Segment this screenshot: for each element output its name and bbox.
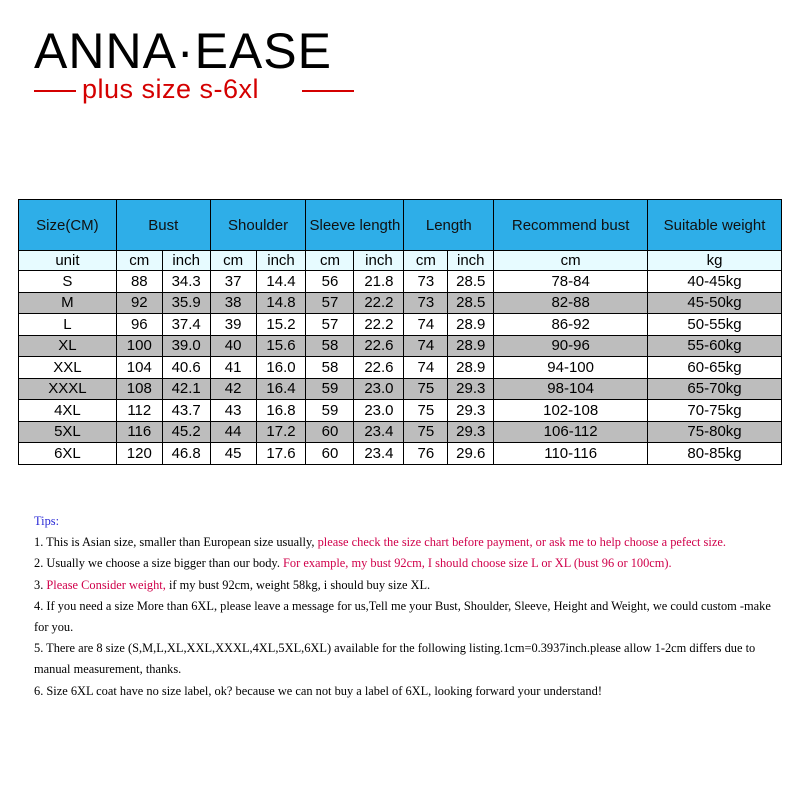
unit-cell: cm [210, 251, 256, 271]
table-cell: 37.4 [162, 314, 210, 336]
size-label-cell: L [19, 314, 117, 336]
table-body [19, 271, 782, 465]
header-size: Size(CM) [19, 200, 117, 251]
subtitle-line-right [302, 90, 354, 92]
table-cell: 40 [210, 335, 256, 357]
table-cell: 14.8 [256, 292, 306, 314]
table-cell: 15.6 [256, 335, 306, 357]
table-cell: 112 [116, 400, 162, 422]
table-row [19, 443, 782, 465]
unit-cell: cm [116, 251, 162, 271]
table-cell: 21.8 [354, 271, 404, 293]
table-cell: 28.5 [448, 271, 494, 293]
header-shoulder: Shoulder [210, 200, 306, 251]
table-cell: 39.0 [162, 335, 210, 357]
table-cell: 58 [306, 335, 354, 357]
header-bust: Bust [116, 200, 210, 251]
table-cell: 75 [404, 421, 448, 443]
table-cell: 94-100 [494, 357, 648, 379]
table-cell: 35.9 [162, 292, 210, 314]
table-row [19, 335, 782, 357]
table-cell: 39 [210, 314, 256, 336]
table-cell: 96 [116, 314, 162, 336]
tip-3-highlight: Please Consider weight, [46, 577, 166, 592]
unit-cell: inch [162, 251, 210, 271]
table-cell: 44 [210, 421, 256, 443]
table-cell: 80-85kg [648, 443, 782, 465]
table-cell: 22.6 [354, 335, 404, 357]
table-cell: 60 [306, 443, 354, 465]
table-cell: 78-84 [494, 271, 648, 293]
tip-3-text: if my bust 92cm, weight 58kg, i should buy size XL. [168, 577, 431, 592]
table-cell: 100 [116, 335, 162, 357]
header-recommend-bust: Recommend bust [494, 200, 648, 251]
size-label-cell: 5XL [19, 421, 117, 443]
table-cell: 40.6 [162, 357, 210, 379]
tip-2 [34, 553, 784, 574]
table-cell: 88 [116, 271, 162, 293]
subtitle-line-left [34, 90, 76, 92]
table-cell: 17.2 [256, 421, 306, 443]
tip-3-prefix: 3. [34, 577, 44, 592]
table-row [19, 400, 782, 422]
table-cell: 45.2 [162, 421, 210, 443]
tip-3 [34, 575, 784, 596]
tip-1 [34, 532, 784, 553]
table-cell: 22.2 [354, 314, 404, 336]
size-label-cell: M [19, 292, 117, 314]
tips-section [34, 511, 784, 702]
tip-4: 4. If you need a size More than 6XL, please leave a message for us,Tell me your Bust, Shoulder, Sleeve, Height and Weight, we could custom -make for you. [34, 598, 771, 635]
brand-subtitle-row [34, 74, 364, 108]
unit-cell: kg [648, 251, 782, 271]
tips-title: Tips: [34, 514, 60, 528]
table-cell: 73 [404, 292, 448, 314]
header-sleeve-length: Sleeve length [306, 200, 404, 251]
table-cell: 40-45kg [648, 271, 782, 293]
table-cell: 90-96 [494, 335, 648, 357]
table-cell: 57 [306, 314, 354, 336]
table-cell: 102-108 [494, 400, 648, 422]
table-cell: 75 [404, 400, 448, 422]
table-row [19, 421, 782, 443]
tip-1-highlight: please check the size chart before payment, or ask me to help choose a pefect size. [317, 535, 726, 550]
table-row [19, 378, 782, 400]
table-cell: 56 [306, 271, 354, 293]
table-units-row [19, 251, 782, 271]
table-cell: 42.1 [162, 378, 210, 400]
table-cell: 82-88 [494, 292, 648, 314]
size-label-cell: XXXL [19, 378, 117, 400]
tip-6: 6. Size 6XL coat have no size label, ok? because we can not buy a label of 6XL, looking forward your understand! [34, 683, 602, 698]
table-header-row [19, 200, 782, 251]
table-cell: 86-92 [494, 314, 648, 336]
table-cell: 29.3 [448, 400, 494, 422]
table-cell: 23.0 [354, 400, 404, 422]
table-cell: 29.3 [448, 378, 494, 400]
tip-5: 5. There are 8 size (S,M,L,XL,XXL,XXXL,4XL,5XL,6XL) available for the following listing.1cm=0.3937inch.please allow 1-2cm differs due to manual measurement, thanks. [34, 641, 756, 677]
table-cell: 17.6 [256, 443, 306, 465]
table-cell: 60-65kg [648, 357, 782, 379]
table-cell: 120 [116, 443, 162, 465]
brand-header [34, 22, 374, 108]
table-cell: 110-116 [494, 443, 648, 465]
table-cell: 22.6 [354, 357, 404, 379]
table-cell: 43 [210, 400, 256, 422]
table-row [19, 292, 782, 314]
unit-cell: inch [354, 251, 404, 271]
size-label-cell: XXL [19, 357, 117, 379]
table-row [19, 271, 782, 293]
size-label-cell: 6XL [19, 443, 117, 465]
table-cell: 16.0 [256, 357, 306, 379]
table-cell: 28.5 [448, 292, 494, 314]
table-cell: 29.6 [448, 443, 494, 465]
size-label-cell: XL [19, 335, 117, 357]
table-cell: 59 [306, 378, 354, 400]
table-cell: 37 [210, 271, 256, 293]
table-cell: 42 [210, 378, 256, 400]
table-cell: 104 [116, 357, 162, 379]
table-cell: 65-70kg [648, 378, 782, 400]
table-cell: 43.7 [162, 400, 210, 422]
table-cell: 74 [404, 335, 448, 357]
table-cell: 46.8 [162, 443, 210, 465]
brand-subtitle: plus size s-6xl [82, 74, 260, 104]
table-cell: 38 [210, 292, 256, 314]
unit-cell: inch [256, 251, 306, 271]
table-cell: 45-50kg [648, 292, 782, 314]
unit-cell: unit [19, 251, 117, 271]
table-cell: 76 [404, 443, 448, 465]
table-cell: 74 [404, 314, 448, 336]
table-cell: 45 [210, 443, 256, 465]
table-cell: 70-75kg [648, 400, 782, 422]
table-cell: 14.4 [256, 271, 306, 293]
table-row [19, 357, 782, 379]
table-cell: 16.8 [256, 400, 306, 422]
table-cell: 16.4 [256, 378, 306, 400]
table-cell: 59 [306, 400, 354, 422]
tip-2-text: 2. Usually we choose a size bigger than our body. [34, 556, 280, 571]
table-cell: 34.3 [162, 271, 210, 293]
table-cell: 60 [306, 421, 354, 443]
table-cell: 15.2 [256, 314, 306, 336]
size-chart-table [18, 199, 782, 465]
size-label-cell: S [19, 271, 117, 293]
table-cell: 28.9 [448, 335, 494, 357]
header-suitable-weight: Suitable weight [648, 200, 782, 251]
table-cell: 116 [116, 421, 162, 443]
tip-1-text: 1. This is Asian size, smaller than European size usually, [34, 535, 315, 550]
table-cell: 74 [404, 357, 448, 379]
unit-cell: inch [448, 251, 494, 271]
tip-2-highlight: For example, my bust 92cm, I should choose size L or XL (bust 96 or 100cm). [283, 556, 672, 571]
table-cell: 23.4 [354, 421, 404, 443]
table-cell: 50-55kg [648, 314, 782, 336]
table-cell: 41 [210, 357, 256, 379]
table-cell: 73 [404, 271, 448, 293]
table-cell: 92 [116, 292, 162, 314]
table-cell: 58 [306, 357, 354, 379]
unit-cell: cm [306, 251, 354, 271]
table-cell: 22.2 [354, 292, 404, 314]
table-cell: 28.9 [448, 314, 494, 336]
table-row [19, 314, 782, 336]
table-cell: 29.3 [448, 421, 494, 443]
table-cell: 75 [404, 378, 448, 400]
size-label-cell: 4XL [19, 400, 117, 422]
table-cell: 28.9 [448, 357, 494, 379]
unit-cell: cm [494, 251, 648, 271]
table-cell: 106-112 [494, 421, 648, 443]
table-cell: 23.0 [354, 378, 404, 400]
brand-title: ANNA·EASE [34, 23, 332, 79]
table-cell: 55-60kg [648, 335, 782, 357]
table-cell: 98-104 [494, 378, 648, 400]
header-length: Length [404, 200, 494, 251]
table-cell: 75-80kg [648, 421, 782, 443]
unit-cell: cm [404, 251, 448, 271]
table-cell: 23.4 [354, 443, 404, 465]
table-cell: 57 [306, 292, 354, 314]
table-cell: 108 [116, 378, 162, 400]
